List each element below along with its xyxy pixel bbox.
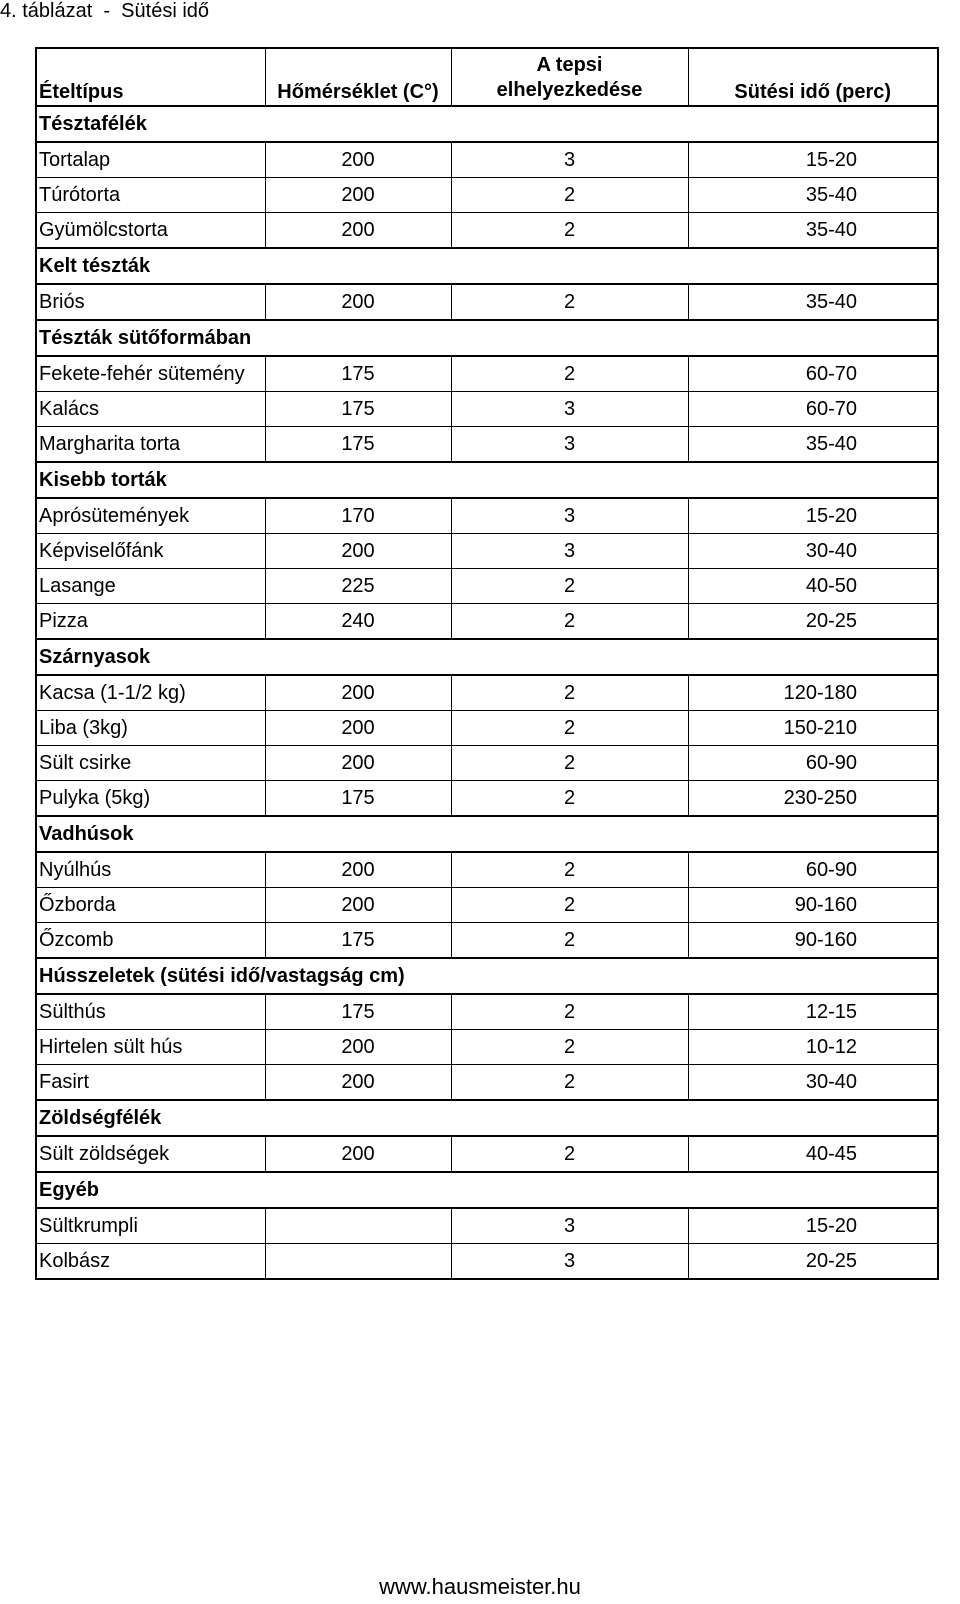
section-title: Hússzeletek (sütési idő/vastagság cm)	[36, 958, 938, 994]
table-row	[36, 888, 938, 923]
cell-baking-time: 35-40	[688, 427, 938, 463]
cell-temperature: 175	[265, 923, 451, 959]
cell-temperature: 175	[265, 994, 451, 1030]
cell-temperature: 240	[265, 604, 451, 640]
cell-tray-position: 2	[451, 711, 688, 746]
cell-tray-position: 3	[451, 1244, 688, 1280]
cell-tray-position: 2	[451, 1136, 688, 1172]
cell-temperature: 200	[265, 534, 451, 569]
table-row	[36, 213, 938, 249]
table-row	[36, 1244, 938, 1280]
cell-tray-position: 2	[451, 852, 688, 888]
cell-tray-position: 3	[451, 142, 688, 178]
cell-baking-time: 12-15	[688, 994, 938, 1030]
section-title: Kisebb torták	[36, 462, 938, 498]
cell-baking-time: 40-45	[688, 1136, 938, 1172]
cell-tray-position: 2	[451, 213, 688, 249]
cell-temperature	[265, 1244, 451, 1280]
cell-tray-position: 3	[451, 392, 688, 427]
cell-baking-time: 40-50	[688, 569, 938, 604]
cell-temperature: 200	[265, 1065, 451, 1101]
cell-tray-position: 2	[451, 746, 688, 781]
cell-temperature: 200	[265, 711, 451, 746]
cell-temperature: 225	[265, 569, 451, 604]
section-row	[36, 320, 938, 356]
cell-baking-time: 20-25	[688, 604, 938, 640]
table-row	[36, 852, 938, 888]
cell-dish: Lasange	[36, 569, 265, 604]
table-row	[36, 781, 938, 817]
section-title: Vadhúsok	[36, 816, 938, 852]
table-row	[36, 675, 938, 711]
cell-baking-time: 35-40	[688, 178, 938, 213]
cell-temperature: 200	[265, 213, 451, 249]
table-row	[36, 1136, 938, 1172]
cell-tray-position: 2	[451, 994, 688, 1030]
column-header-dish: Ételtípus	[36, 48, 265, 106]
section-row	[36, 958, 938, 994]
table-row	[36, 1030, 938, 1065]
cell-baking-time: 35-40	[688, 284, 938, 320]
cell-dish: Képviselőfánk	[36, 534, 265, 569]
cell-temperature: 175	[265, 392, 451, 427]
cell-dish: Liba (3kg)	[36, 711, 265, 746]
cell-baking-time: 90-160	[688, 888, 938, 923]
cell-tray-position: 2	[451, 284, 688, 320]
section-title: Tésztafélék	[36, 106, 938, 142]
cell-dish: Fekete-fehér sütemény	[36, 356, 265, 392]
table-row	[36, 604, 938, 640]
cell-baking-time: 90-160	[688, 923, 938, 959]
section-row	[36, 106, 938, 142]
table-header-row	[36, 48, 938, 106]
table-body	[36, 106, 938, 1279]
cell-baking-time: 60-90	[688, 852, 938, 888]
cell-tray-position: 2	[451, 675, 688, 711]
section-row	[36, 462, 938, 498]
table-row	[36, 356, 938, 392]
cell-temperature: 200	[265, 852, 451, 888]
cell-baking-time: 60-90	[688, 746, 938, 781]
section-row	[36, 1172, 938, 1208]
table-row	[36, 498, 938, 534]
table-row	[36, 746, 938, 781]
cell-tray-position: 2	[451, 888, 688, 923]
cell-dish: Sült csirke	[36, 746, 265, 781]
column-header-tray-position-text: A tepsi elhelyezkedése	[496, 54, 643, 101]
cell-temperature: 200	[265, 178, 451, 213]
cell-baking-time: 15-20	[688, 498, 938, 534]
column-header-tray-position	[451, 48, 688, 106]
cell-baking-time: 150-210	[688, 711, 938, 746]
cell-tray-position: 2	[451, 1065, 688, 1101]
cell-dish: Sültkrumpli	[36, 1208, 265, 1244]
section-title: Egyéb	[36, 1172, 938, 1208]
cell-baking-time: 30-40	[688, 1065, 938, 1101]
cell-temperature: 200	[265, 675, 451, 711]
cell-baking-time: 120-180	[688, 675, 938, 711]
cell-tray-position: 3	[451, 534, 688, 569]
table-row	[36, 392, 938, 427]
cell-tray-position: 3	[451, 427, 688, 463]
cell-baking-time: 15-20	[688, 142, 938, 178]
cell-tray-position: 2	[451, 1030, 688, 1065]
baking-time-table	[35, 47, 939, 1280]
section-title: Tészták sütőformában	[36, 320, 938, 356]
cell-temperature	[265, 1208, 451, 1244]
section-row	[36, 248, 938, 284]
table-row	[36, 142, 938, 178]
table-row	[36, 923, 938, 959]
table-row	[36, 994, 938, 1030]
cell-baking-time: 20-25	[688, 1244, 938, 1280]
cell-temperature: 200	[265, 1136, 451, 1172]
section-title: Szárnyasok	[36, 639, 938, 675]
table-row	[36, 534, 938, 569]
cell-temperature: 200	[265, 746, 451, 781]
cell-tray-position: 2	[451, 356, 688, 392]
table-row	[36, 1208, 938, 1244]
table-row	[36, 711, 938, 746]
cell-dish: Aprósütemények	[36, 498, 265, 534]
section-title: Zöldségfélék	[36, 1100, 938, 1136]
table-row	[36, 178, 938, 213]
cell-dish: Hirtelen sült hús	[36, 1030, 265, 1065]
cell-baking-time: 60-70	[688, 392, 938, 427]
cell-dish: Nyúlhús	[36, 852, 265, 888]
cell-dish: Pulyka (5kg)	[36, 781, 265, 817]
cell-temperature: 200	[265, 284, 451, 320]
cell-dish: Gyümölcstorta	[36, 213, 265, 249]
cell-dish: Pizza	[36, 604, 265, 640]
cell-dish: Kacsa (1-1/2 kg)	[36, 675, 265, 711]
cell-baking-time: 60-70	[688, 356, 938, 392]
cell-dish: Túrótorta	[36, 178, 265, 213]
cell-temperature: 175	[265, 427, 451, 463]
cell-tray-position: 2	[451, 178, 688, 213]
cell-temperature: 200	[265, 1030, 451, 1065]
cell-temperature: 200	[265, 888, 451, 923]
cell-temperature: 200	[265, 142, 451, 178]
cell-dish: Kolbász	[36, 1244, 265, 1280]
cell-dish: Sülthús	[36, 994, 265, 1030]
page-title: 4. táblázat - Sütési idő	[0, 0, 210, 22]
cell-baking-time: 10-12	[688, 1030, 938, 1065]
table-row	[36, 569, 938, 604]
cell-tray-position: 2	[451, 569, 688, 604]
section-title: Kelt tészták	[36, 248, 938, 284]
cell-baking-time: 30-40	[688, 534, 938, 569]
cell-temperature: 175	[265, 356, 451, 392]
cell-temperature: 170	[265, 498, 451, 534]
cell-dish: Sült zöldségek	[36, 1136, 265, 1172]
column-header-baking-time: Sütési idő (perc)	[688, 48, 938, 106]
cell-dish: Őzcomb	[36, 923, 265, 959]
table-row	[36, 1065, 938, 1101]
table-row	[36, 427, 938, 463]
cell-dish: Tortalap	[36, 142, 265, 178]
footer-website: www.hausmeister.hu	[379, 1574, 581, 1599]
section-row	[36, 639, 938, 675]
cell-temperature: 175	[265, 781, 451, 817]
section-row	[36, 1100, 938, 1136]
cell-dish: Kalács	[36, 392, 265, 427]
table-row	[36, 284, 938, 320]
cell-dish: Margharita torta	[36, 427, 265, 463]
cell-dish: Briós	[36, 284, 265, 320]
cell-tray-position: 3	[451, 1208, 688, 1244]
section-row	[36, 816, 938, 852]
column-header-temperature: Hőmérséklet (C°)	[265, 48, 451, 106]
cell-baking-time: 35-40	[688, 213, 938, 249]
cell-tray-position: 2	[451, 604, 688, 640]
cell-baking-time: 15-20	[688, 1208, 938, 1244]
cell-tray-position: 2	[451, 781, 688, 817]
cell-tray-position: 3	[451, 498, 688, 534]
cell-dish: Őzborda	[36, 888, 265, 923]
cell-baking-time: 230-250	[688, 781, 938, 817]
cell-dish: Fasirt	[36, 1065, 265, 1101]
cell-tray-position: 2	[451, 923, 688, 959]
